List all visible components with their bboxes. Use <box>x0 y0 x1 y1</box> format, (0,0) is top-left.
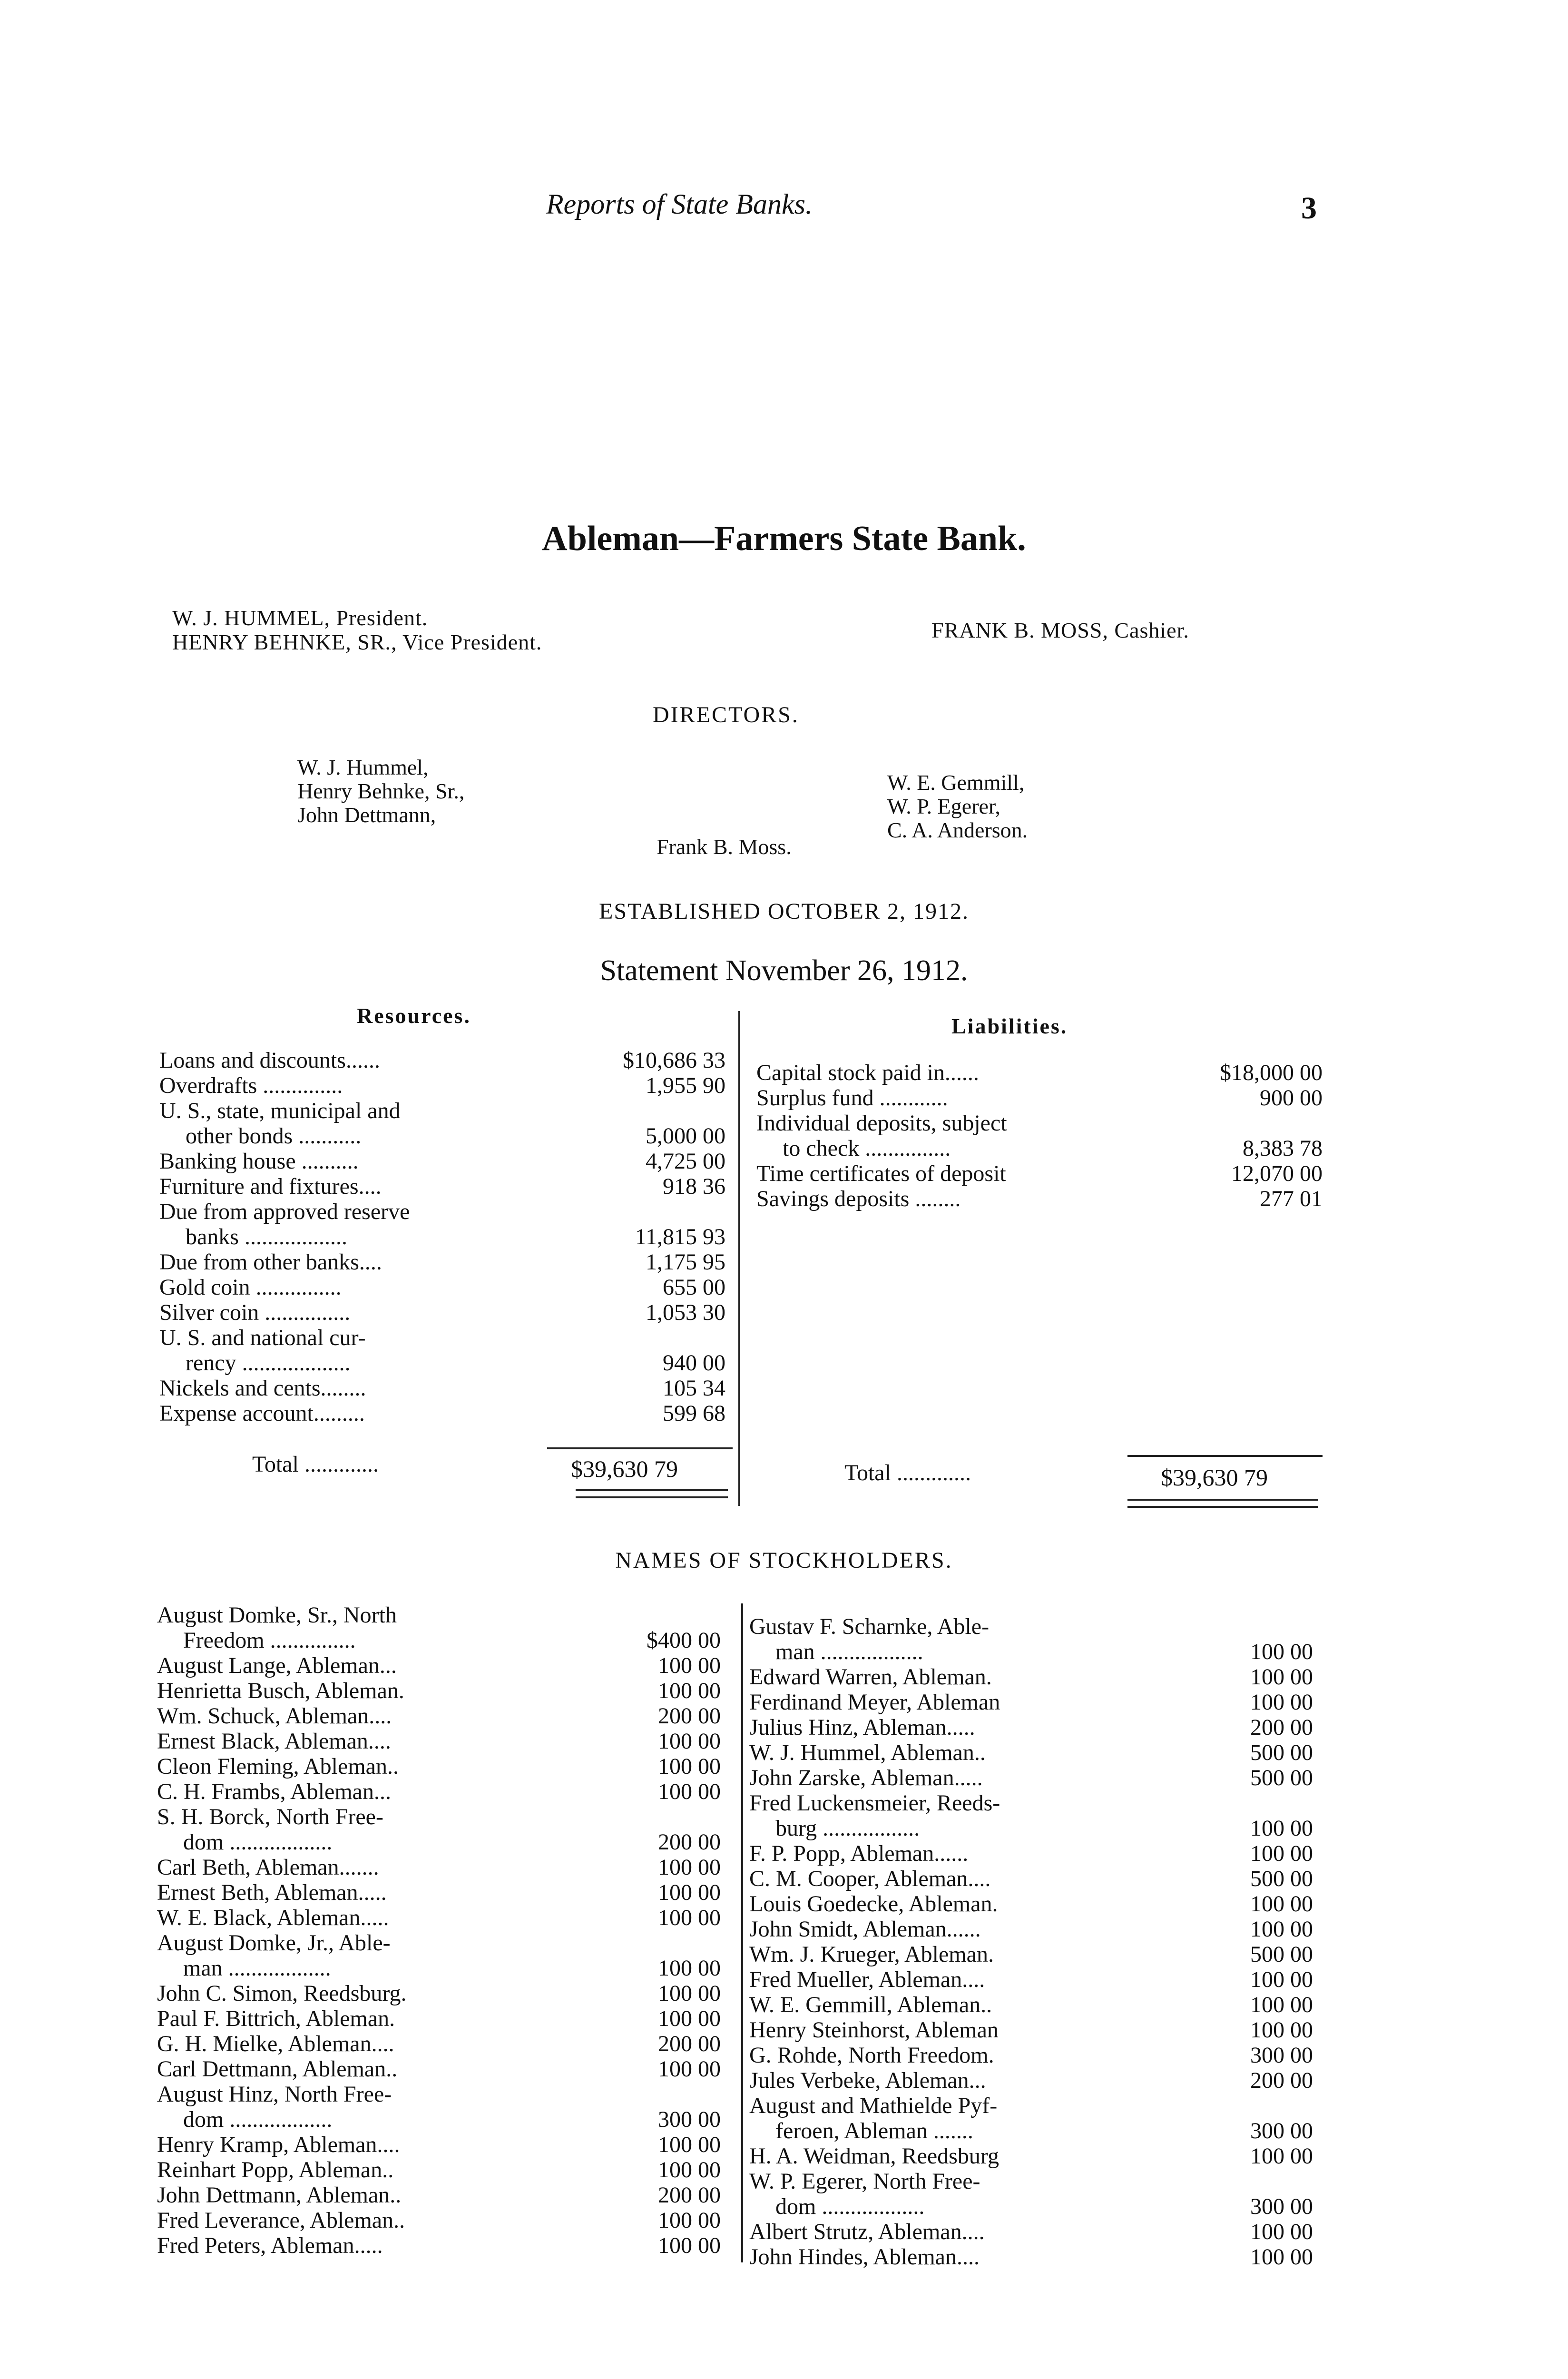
ledger-row <box>749 2244 1320 2270</box>
row-label: John Dettmann, Ableman.. <box>157 2182 402 2208</box>
row-amount: 12,070 00 <box>1231 1161 1323 1186</box>
row-amount: 105 34 <box>663 1376 725 1401</box>
row-label: U. S. and national cur- <box>159 1325 366 1350</box>
ledger-row <box>159 1174 730 1199</box>
row-label: H. A. Weidman, Reedsburg <box>749 2143 999 2169</box>
row-label: Cleon Fleming, Ableman.. <box>157 1754 399 1779</box>
row-amount: 100 00 <box>658 2233 721 2258</box>
row-amount: 100 00 <box>658 1880 721 1905</box>
row-label: W. P. Egerer, North Free- <box>749 2169 980 2194</box>
row-amount: 100 00 <box>1250 2244 1313 2270</box>
ledger-row <box>157 1880 728 1905</box>
row-label: Silver coin ............... <box>159 1300 351 1325</box>
row-amount: 100 00 <box>1250 1967 1313 1992</box>
stockholders-divider <box>741 1603 743 2262</box>
resources-double-rule-2 <box>576 1496 728 1498</box>
ledger-row <box>157 2182 728 2208</box>
row-amount: 100 00 <box>1250 1841 1313 1866</box>
ledger-row <box>159 1224 730 1249</box>
row-amount: 100 00 <box>658 1956 721 1981</box>
ledger-row <box>749 1891 1320 1917</box>
page-number: 3 <box>1301 191 1317 226</box>
ledger-row <box>157 1678 728 1703</box>
stockholders-heading: NAMES OF STOCKHOLDERS. <box>615 1548 953 1573</box>
row-label: August Domke, Sr., North <box>157 1602 397 1628</box>
row-label: Time certificates of deposit <box>756 1161 1006 1186</box>
resources-total-label: Total ............. <box>252 1452 379 1477</box>
row-amount: 100 00 <box>658 2208 721 2233</box>
ledger-row <box>749 1664 1320 1690</box>
row-amount: 500 00 <box>1250 1942 1313 1967</box>
row-amount: 100 00 <box>658 2132 721 2157</box>
row-amount: 100 00 <box>1250 2017 1313 2043</box>
row-amount: 100 00 <box>1250 1891 1313 1917</box>
row-label: John C. Simon, Reedsburg. <box>157 1981 407 2006</box>
row-label: Albert Strutz, Ableman.... <box>749 2219 985 2244</box>
officer-vice-president: HENRY BEHNKE, SR., Vice President. <box>172 630 542 654</box>
stockholders-right-list <box>749 1614 1320 2270</box>
row-label: Loans and discounts...... <box>159 1048 380 1073</box>
ledger-row <box>157 1779 728 1804</box>
ledger-row <box>157 2056 728 2082</box>
row-label: Fred Mueller, Ableman.... <box>749 1967 985 1992</box>
ledger-row <box>749 1690 1320 1715</box>
ledger-row <box>159 1376 730 1401</box>
row-amount: 277 01 <box>1260 1186 1323 1211</box>
row-amount: 900 00 <box>1260 1085 1323 1111</box>
ledger-row <box>756 1085 1323 1111</box>
row-label: Jules Verbeke, Ableman... <box>749 2068 986 2093</box>
row-amount: 100 00 <box>1250 1917 1313 1942</box>
row-amount: 100 00 <box>658 1653 721 1678</box>
ledger-row <box>157 2031 728 2056</box>
row-label: Ferdinand Meyer, Ableman <box>749 1690 1000 1715</box>
row-label: Henry Kramp, Ableman.... <box>157 2132 400 2157</box>
ledger-row <box>157 2208 728 2233</box>
ledger-row <box>749 1917 1320 1942</box>
row-label: Ernest Beth, Ableman..... <box>157 1880 387 1905</box>
directors-left <box>297 756 464 827</box>
row-amount: 1,175 95 <box>646 1249 725 1275</box>
row-label: Fred Leverance, Ableman.. <box>157 2208 405 2233</box>
row-amount: 100 00 <box>1250 1690 1313 1715</box>
row-amount: 100 00 <box>658 2056 721 2082</box>
director-name: C. A. Anderson. <box>887 818 1028 842</box>
row-amount: 100 00 <box>1250 1639 1313 1664</box>
liabilities-double-rule-2 <box>1127 1506 1318 1508</box>
row-label: Surplus fund ............ <box>756 1085 948 1111</box>
liabilities-total-label: Total ............. <box>844 1460 971 1485</box>
row-amount: 100 00 <box>1250 2143 1313 2169</box>
row-label: Due from approved reserve <box>159 1199 410 1224</box>
row-label: August Hinz, North Free- <box>157 2082 392 2107</box>
ledger-row <box>756 1161 1323 1186</box>
ledger-row <box>157 1905 728 1930</box>
ledger-row <box>749 1740 1320 1765</box>
row-label: Furniture and fixtures.... <box>159 1174 382 1199</box>
row-amount: 100 00 <box>658 1678 721 1703</box>
row-label: August Lange, Ableman... <box>157 1653 397 1678</box>
row-label: Reinhart Popp, Ableman.. <box>157 2157 394 2182</box>
row-label: August Domke, Jr., Able- <box>157 1930 391 1956</box>
row-label: August and Mathielde Pyf- <box>749 2093 998 2118</box>
row-amount: $400 00 <box>647 1628 721 1653</box>
row-label: Gustav F. Scharnke, Able- <box>749 1614 990 1639</box>
row-label: Overdrafts .............. <box>159 1073 343 1098</box>
row-amount: 1,053 30 <box>646 1300 725 1325</box>
row-label: W. J. Hummel, Ableman.. <box>749 1740 986 1765</box>
ledger-row <box>159 1249 730 1275</box>
ledger-row <box>749 2093 1320 2118</box>
row-label: U. S., state, municipal and <box>159 1098 401 1123</box>
row-label: dom .................. <box>183 2107 333 2132</box>
row-amount: 300 00 <box>1250 2043 1313 2068</box>
row-amount: 100 00 <box>658 2006 721 2031</box>
director-center: Frank B. Moss. <box>657 835 792 859</box>
ledger-row <box>157 2082 728 2107</box>
resources-list <box>159 1048 730 1426</box>
ledger-row <box>157 1628 728 1653</box>
row-label: Louis Goedecke, Ableman. <box>749 1891 998 1917</box>
row-label: Fred Peters, Ableman..... <box>157 2233 383 2258</box>
row-label: Carl Dettmann, Ableman.. <box>157 2056 398 2082</box>
liabilities-heading: Liabilities. <box>951 1014 1068 1038</box>
row-label: Wm. J. Krueger, Ableman. <box>749 1942 994 1967</box>
row-amount: 500 00 <box>1250 1740 1313 1765</box>
row-label: Fred Luckensmeier, Reeds- <box>749 1790 1000 1816</box>
ledger-row <box>159 1073 730 1098</box>
row-label: G. Rohde, North Freedom. <box>749 2043 994 2068</box>
ledger-row <box>157 2157 728 2182</box>
row-label: burg ................. <box>775 1816 920 1841</box>
row-amount: 300 00 <box>658 2107 721 2132</box>
row-label: feroen, Ableman ....... <box>775 2118 973 2143</box>
liabilities-total-rule <box>1127 1455 1323 1457</box>
row-amount: 100 00 <box>1250 2219 1313 2244</box>
liabilities-total-amount: $39,630 79 <box>1161 1464 1268 1491</box>
ledger-row <box>756 1186 1323 1211</box>
ledger-row <box>157 2132 728 2157</box>
ledger-row <box>756 1111 1323 1136</box>
row-label: Henry Steinhorst, Ableman <box>749 2017 999 2043</box>
statement-divider <box>738 1011 740 1506</box>
row-amount: 4,725 00 <box>646 1149 725 1174</box>
row-label: W. E. Black, Ableman..... <box>157 1905 389 1930</box>
row-label: man .................. <box>183 1956 331 1981</box>
resources-total-amount: $39,630 79 <box>571 1455 678 1482</box>
row-label: John Zarske, Ableman..... <box>749 1765 983 1790</box>
row-amount: 100 00 <box>1250 1816 1313 1841</box>
row-label: C. M. Cooper, Ableman.... <box>749 1866 991 1891</box>
row-label: Freedom ............... <box>183 1628 356 1653</box>
row-amount: 1,955 90 <box>646 1073 725 1098</box>
ledger-row <box>749 1715 1320 1740</box>
ledger-row <box>756 1136 1323 1161</box>
row-amount: 300 00 <box>1250 2118 1313 2143</box>
resources-double-rule-1 <box>576 1489 728 1491</box>
row-label: W. E. Gemmill, Ableman.. <box>749 1992 992 2017</box>
row-label: other bonds ........... <box>186 1123 362 1149</box>
liabilities-double-rule-1 <box>1127 1499 1318 1501</box>
statement-title: Statement November 26, 1912. <box>600 954 968 987</box>
row-label: Individual deposits, subject <box>756 1111 1007 1136</box>
ledger-row <box>749 1765 1320 1790</box>
ledger-row <box>157 1754 728 1779</box>
ledger-row <box>159 1325 730 1350</box>
row-label: rency ................... <box>186 1350 351 1376</box>
row-amount: 500 00 <box>1250 1765 1313 1790</box>
row-label: S. H. Borck, North Free- <box>157 1804 383 1829</box>
row-amount: 11,815 93 <box>635 1224 725 1249</box>
directors-right <box>887 771 1028 842</box>
row-amount: 599 68 <box>663 1401 725 1426</box>
row-amount: 100 00 <box>658 2157 721 2182</box>
ledger-row <box>157 1981 728 2006</box>
ledger-row <box>749 2068 1320 2093</box>
ledger-row <box>157 1703 728 1729</box>
row-amount: $10,686 33 <box>623 1048 725 1073</box>
ledger-row <box>157 1956 728 1981</box>
ledger-row <box>159 1149 730 1174</box>
ledger-row <box>749 2043 1320 2068</box>
ledger-row <box>749 1639 1320 1664</box>
row-label: Paul F. Bittrich, Ableman. <box>157 2006 395 2031</box>
ledger-row <box>157 1855 728 1880</box>
directors-heading: DIRECTORS. <box>653 702 799 727</box>
row-amount: $18,000 00 <box>1220 1060 1323 1085</box>
row-label: dom .................. <box>183 1829 333 1855</box>
row-label: Savings deposits ........ <box>756 1186 961 1211</box>
ledger-row <box>157 1602 728 1628</box>
row-amount: 100 00 <box>658 1905 721 1930</box>
ledger-row <box>749 2017 1320 2043</box>
row-amount: 100 00 <box>658 1754 721 1779</box>
row-amount: 200 00 <box>1250 2068 1313 2093</box>
director-name: W. P. Egerer, <box>887 794 1000 818</box>
row-label: Henrietta Busch, Ableman. <box>157 1678 404 1703</box>
row-amount: 940 00 <box>663 1350 725 1376</box>
bank-title: Ableman—Farmers State Bank. <box>542 519 1026 558</box>
director-name: W. E. Gemmill, <box>887 770 1025 795</box>
row-amount: 100 00 <box>1250 1664 1313 1690</box>
ledger-row <box>157 1829 728 1855</box>
ledger-row <box>749 2194 1320 2219</box>
ledger-row <box>159 1123 730 1149</box>
row-amount: 918 36 <box>663 1174 725 1199</box>
ledger-row <box>157 2233 728 2258</box>
row-label: Due from other banks.... <box>159 1249 382 1275</box>
running-head: Reports of State Banks. <box>546 188 813 220</box>
row-label: C. H. Frambs, Ableman... <box>157 1779 391 1804</box>
ledger-row <box>749 2219 1320 2244</box>
ledger-row <box>159 1300 730 1325</box>
row-amount: 5,000 00 <box>646 1123 725 1149</box>
row-label: G. H. Mielke, Ableman.... <box>157 2031 394 2056</box>
ledger-row <box>749 1614 1320 1639</box>
ledger-row <box>159 1275 730 1300</box>
ledger-row <box>749 2118 1320 2143</box>
officer-cashier: FRANK B. MOSS, Cashier. <box>931 618 1189 642</box>
row-amount: 200 00 <box>658 2182 721 2208</box>
row-amount: 655 00 <box>663 1275 725 1300</box>
row-amount: 200 00 <box>658 2031 721 2056</box>
ledger-row <box>749 1841 1320 1866</box>
ledger-row <box>159 1350 730 1376</box>
ledger-row <box>749 1942 1320 1967</box>
row-label: Carl Beth, Ableman....... <box>157 1855 379 1880</box>
row-amount: 200 00 <box>1250 1715 1313 1740</box>
row-amount: 100 00 <box>658 1981 721 2006</box>
row-amount: 300 00 <box>1250 2194 1313 2219</box>
director-name: W. J. Hummel, <box>297 755 429 779</box>
resources-heading: Resources. <box>357 1003 471 1028</box>
row-label: banks .................. <box>186 1224 347 1249</box>
ledger-row <box>157 1729 728 1754</box>
row-amount: 100 00 <box>658 1855 721 1880</box>
ledger-row <box>749 1967 1320 1992</box>
director-name: John Dettmann, <box>297 803 436 827</box>
row-label: Capital stock paid in...... <box>756 1060 979 1085</box>
resources-total-rule <box>547 1447 733 1449</box>
ledger-row <box>749 1816 1320 1841</box>
director-name: Henry Behnke, Sr., <box>297 779 465 803</box>
ledger-row <box>749 2169 1320 2194</box>
liabilities-list <box>756 1060 1323 1211</box>
row-label: Banking house .......... <box>159 1149 359 1174</box>
ledger-row <box>159 1199 730 1224</box>
ledger-row <box>749 1992 1320 2017</box>
row-amount: 200 00 <box>658 1703 721 1729</box>
ledger-row <box>157 1930 728 1956</box>
row-label: Gold coin ............... <box>159 1275 342 1300</box>
row-label: Wm. Schuck, Ableman.... <box>157 1703 392 1729</box>
row-label: John Smidt, Ableman...... <box>749 1917 981 1942</box>
ledger-row <box>157 1804 728 1829</box>
ledger-row <box>159 1098 730 1123</box>
row-amount: 100 00 <box>658 1729 721 1754</box>
ledger-row <box>157 2107 728 2132</box>
row-label: Expense account......... <box>159 1401 365 1426</box>
row-amount: 500 00 <box>1250 1866 1313 1891</box>
row-label: Nickels and cents........ <box>159 1376 366 1401</box>
established-date: ESTABLISHED OCTOBER 2, 1912. <box>599 899 969 924</box>
row-label: dom .................. <box>775 2194 925 2219</box>
ledger-row <box>157 2006 728 2031</box>
ledger-row <box>157 1653 728 1678</box>
row-amount: 200 00 <box>658 1829 721 1855</box>
row-label: man .................. <box>775 1639 923 1664</box>
row-label: John Hindes, Ableman.... <box>749 2244 980 2270</box>
stockholders-left-list <box>157 1602 728 2258</box>
row-label: Ernest Black, Ableman.... <box>157 1729 391 1754</box>
ledger-row <box>159 1048 730 1073</box>
row-label: Julius Hinz, Ableman..... <box>749 1715 975 1740</box>
ledger-row <box>749 1790 1320 1816</box>
row-label: to check ............... <box>783 1136 951 1161</box>
ledger-row <box>159 1401 730 1426</box>
row-label: Edward Warren, Ableman. <box>749 1664 992 1690</box>
officer-president: W. J. HUMMEL, President. <box>172 606 428 630</box>
row-amount: 100 00 <box>1250 1992 1313 2017</box>
ledger-row <box>749 2143 1320 2169</box>
row-amount: 8,383 78 <box>1243 1136 1323 1161</box>
row-label: F. P. Popp, Ableman...... <box>749 1841 969 1866</box>
ledger-row <box>749 1866 1320 1891</box>
ledger-row <box>756 1060 1323 1085</box>
row-amount: 100 00 <box>658 1779 721 1804</box>
